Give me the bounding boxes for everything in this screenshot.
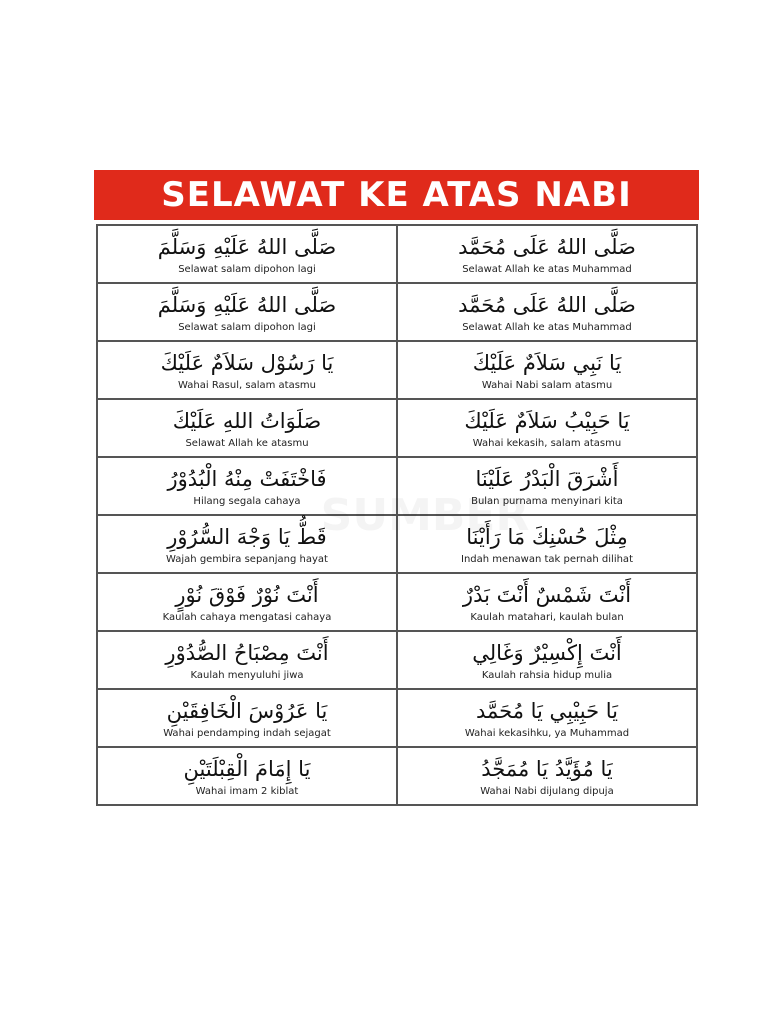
arabic-verse: أَنْتَ مِصْبَاحُ الصُّدُوْرِ: [165, 640, 329, 665]
translation-text: Selawat Allah ke atas Muhammad: [462, 263, 632, 275]
translation-text: Kaulah menyuluhi jiwa: [190, 669, 304, 681]
translation-text: Wahai Nabi dijulang dipuja: [480, 785, 614, 797]
translation-text: Selawat salam dipohon lagi: [178, 263, 316, 275]
translation-text: Wajah gembira sepanjang hayat: [166, 553, 328, 565]
translation-text: Kaulah matahari, kaulah bulan: [470, 611, 624, 623]
table-cell: [97, 399, 397, 457]
table-cell: [397, 573, 697, 631]
translation-text: Wahai pendamping indah sejagat: [163, 727, 331, 739]
page-title: SELAWAT KE ATAS NABI: [94, 170, 699, 220]
table-cell: [397, 747, 697, 805]
translation-text: Hilang segala cahaya: [193, 495, 301, 507]
arabic-verse: صَلَّى اللهُ عَلَيْهِ وَسَلَّمَ: [157, 234, 337, 259]
table-cell: [97, 225, 397, 283]
translation-text: Wahai kekasih, salam atasmu: [472, 437, 622, 449]
table-cell: [97, 283, 397, 341]
arabic-verse: يَا مُؤَيَّدُ يَا مُمَجَّدُ: [481, 756, 613, 781]
table-cell: [397, 225, 697, 283]
translation-text: Wahai Nabi salam atasmu: [481, 379, 613, 391]
table-cell: [397, 399, 697, 457]
arabic-verse: صَلَّى اللهُ عَلَى مُحَمَّد: [458, 234, 636, 259]
translation-text: Indah menawan tak pernah dilihat: [461, 553, 633, 565]
arabic-verse: صَلَّى اللهُ عَلَى مُحَمَّد: [458, 292, 636, 317]
arabic-verse: يَا حَبِيْبِي يَا مُحَمَّد: [476, 698, 618, 723]
translation-text: Wahai Rasul, salam atasmu: [178, 379, 316, 391]
translation-text: Wahai kekasihku, ya Muhammad: [464, 727, 630, 739]
arabic-verse: أَنْتَ إِكْسِيْرٌ وَغَالِي: [472, 640, 622, 665]
table-cell: [97, 631, 397, 689]
translation-text: Kaulah cahaya mengatasi cahaya: [162, 611, 332, 623]
translation-text: Selawat Allah ke atasmu: [185, 437, 309, 449]
table-cell: [397, 283, 697, 341]
table-cell: [97, 747, 397, 805]
arabic-verse: يَا إِمَامَ الْقِبْلَتَيْنِ: [183, 756, 311, 781]
arabic-verse: أَنْتَ شَمْسٌ أَنْتَ بَدْرٌ: [462, 582, 632, 607]
translation-text: Kaulah rahsia hidup mulia: [481, 669, 613, 681]
arabic-verse: صَلَّى اللهُ عَلَيْهِ وَسَلَّمَ: [157, 292, 337, 317]
table-cell: [397, 341, 697, 399]
table-cell: [97, 341, 397, 399]
table-cell: [397, 631, 697, 689]
arabic-verse: صَلَوَاتُ اللهِ عَلَيْكَ: [172, 408, 322, 433]
translation-text: Selawat salam dipohon lagi: [178, 321, 316, 333]
arabic-verse: قَطُّ يَا وَجْهَ السُّرُوْرِ: [167, 524, 327, 549]
table-cell: [97, 689, 397, 747]
watermark: [300, 490, 550, 541]
arabic-verse: فَاخْتَفَتْ مِنْهُ الْبُدُوْرُ: [167, 466, 327, 491]
table-cell: [397, 689, 697, 747]
translation-text: Bulan purnama menyinari kita: [471, 495, 623, 507]
arabic-verse: مِثْلَ حُسْنِكَ مَا رَأَيْنَا: [466, 524, 628, 549]
arabic-verse: يَا حَبِيْبُ سَلاَمٌ عَلَيْكَ: [464, 408, 630, 433]
arabic-verse: يَا نَبِي سَلاَمٌ عَلَيْكَ: [472, 350, 622, 375]
arabic-verse: أَنْتَ نُوْرٌ فَوْقَ نُوْرٍ: [175, 582, 319, 607]
arabic-verse: أَشْرَقَ الْبَدْرُ عَلَيْنَا: [475, 466, 619, 491]
table-cell: [97, 573, 397, 631]
translation-text: Wahai imam 2 kiblat: [195, 785, 299, 797]
arabic-verse: يَا عَرُوْسَ الْخَافِقَيْنِ: [166, 698, 328, 723]
arabic-verse: يَا رَسُوْل سَلاَمٌ عَلَيْكَ: [160, 350, 334, 375]
translation-text: Selawat Allah ke atas Muhammad: [462, 321, 632, 333]
